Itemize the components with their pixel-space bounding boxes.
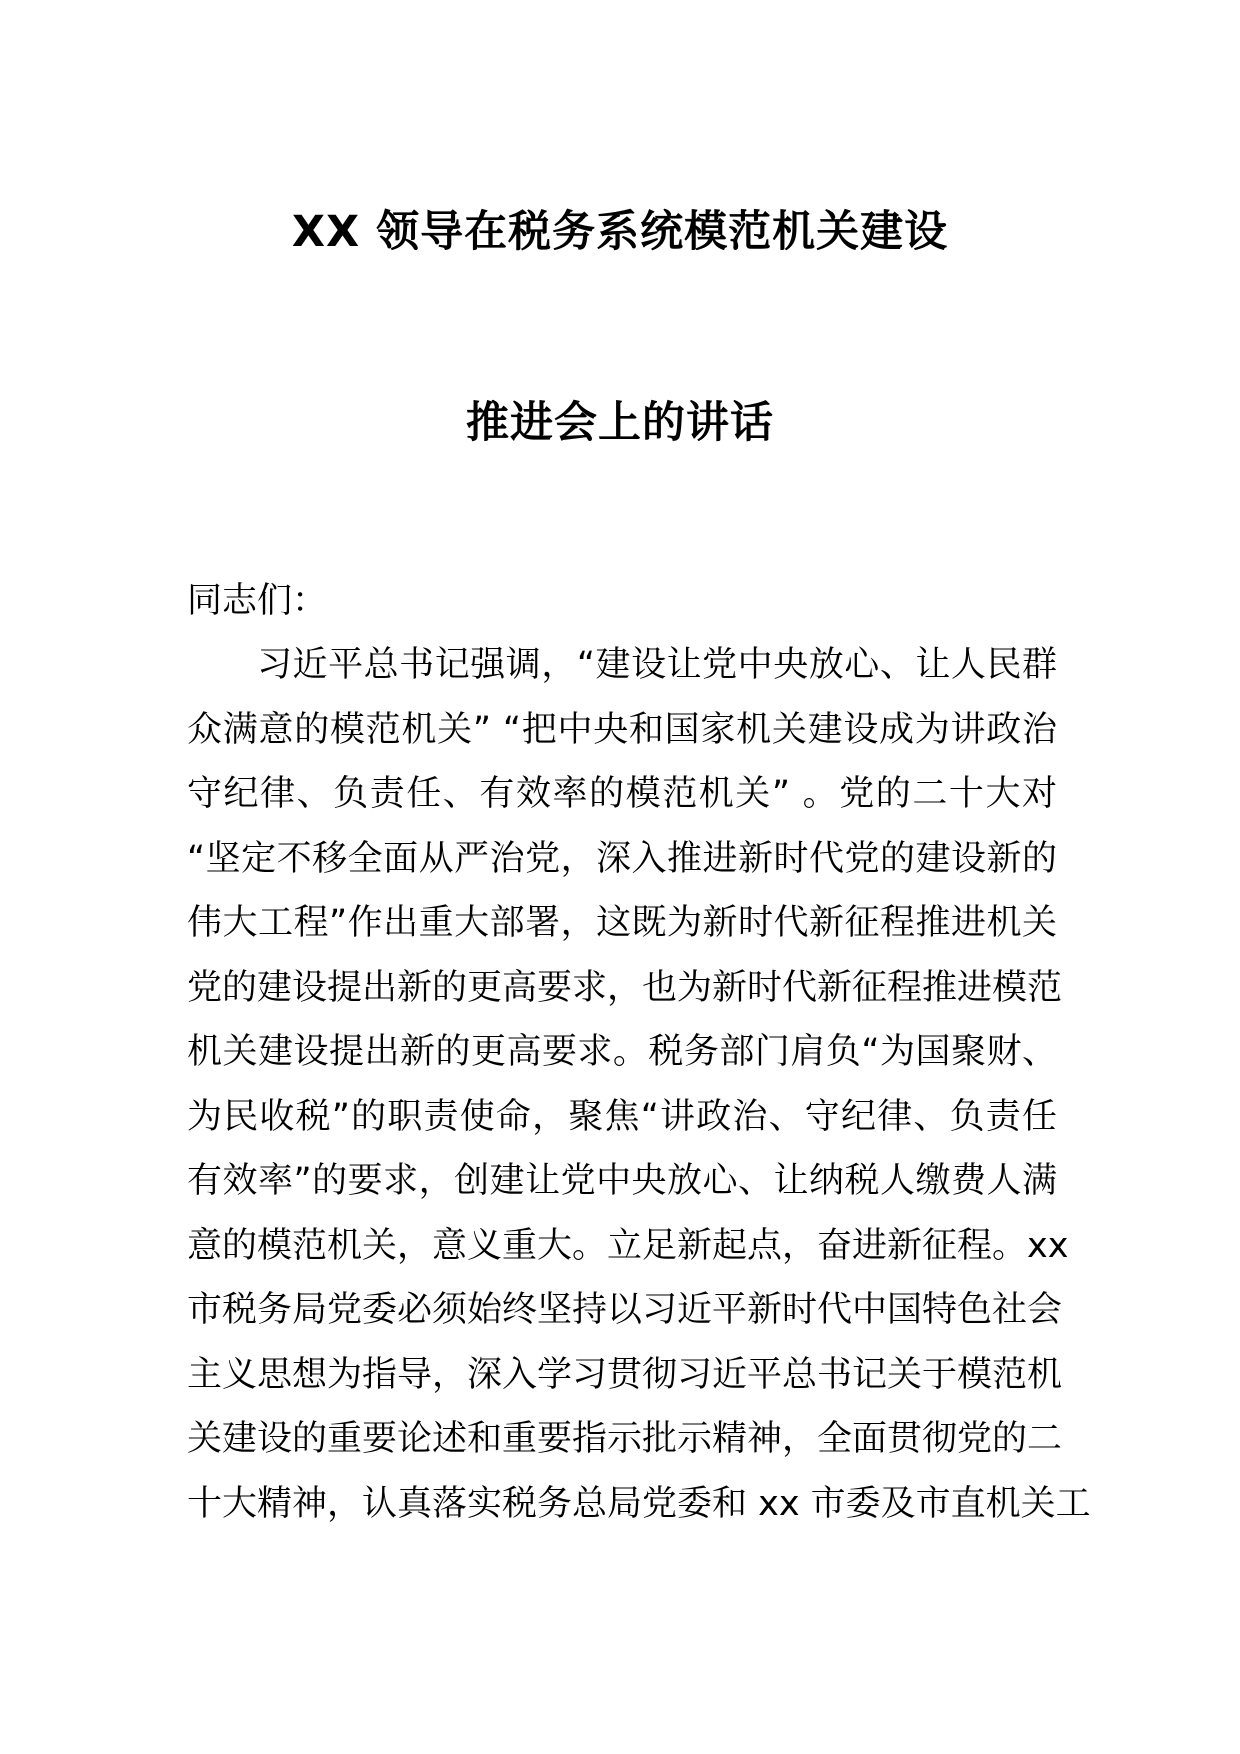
body-paragraph (187, 633, 1091, 1536)
paragraph-line: 关建设的重要论述和重要指示批示精神，全面贯彻党的二 (187, 1419, 1063, 1459)
paragraph-line: 机关建设提出新的更高要求。税务部门肩负“为国聚财、 (187, 1032, 1057, 1072)
paragraph-line: 伟大工程”作出重大部署，这既为新时代新征程推进机关 (187, 903, 1057, 943)
paragraph-line: 十大精神，认真落实税务总局党委和 xx 市委及市直机关工 (187, 1483, 1091, 1524)
paragraph-line: 主义思想为指导，深入学习贯彻习近平总书记关于模范机 (187, 1354, 1063, 1395)
paragraph-line: “坚定不移全面从严治党，深入推进新时代党的建设新的 (187, 838, 1057, 879)
paragraph-line: 守纪律、负责任、有效率的模范机关” 。党的二十大对 (187, 774, 1057, 814)
paragraph-line: 有效率”的要求，创建让党中央放心、让纳税人缴费人满 (187, 1161, 1057, 1201)
paragraph-line: 意的模范机关，意义重大。立足新起点，奋进新征程。xx (187, 1225, 1069, 1266)
paragraph-line: 党的建设提出新的更高要求，也为新时代新征程推进模范 (187, 967, 1063, 1008)
document-title-line-2: 推进会上的讲话 (466, 398, 774, 448)
document-title-line-1: XX 领导在税务系统模范机关建设 (291, 207, 949, 257)
paragraph-line: 市税务局党委必须始终坚持以习近平新时代中国特色社会 (187, 1290, 1063, 1330)
paragraph-line: 习近平总书记强调，“建设让党中央放心、让人民群 (257, 645, 1057, 685)
salutation: 同志们： (187, 581, 328, 621)
paragraph-line: 为民收税”的职责使命，聚焦“讲政治、守纪律、负责任 (187, 1096, 1057, 1137)
paragraph-line: 众满意的模范机关” “把中央和国家机关建设成为讲政治 (187, 709, 1057, 750)
